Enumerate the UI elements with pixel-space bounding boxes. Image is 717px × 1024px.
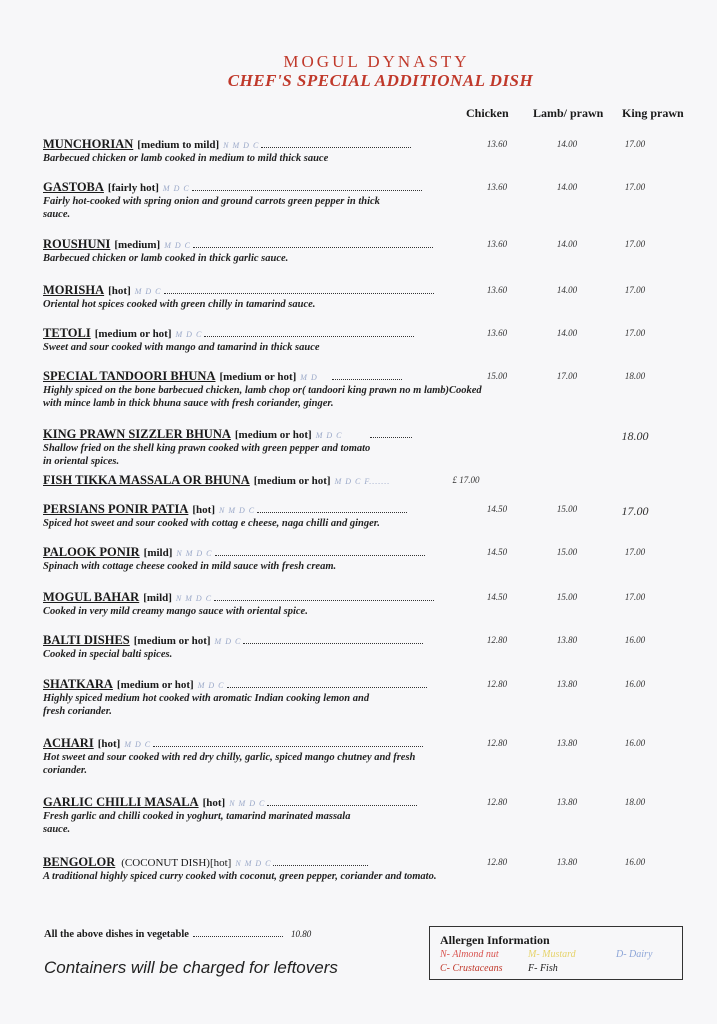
price-chicken: 12.80 (486, 857, 508, 867)
dish-item (43, 855, 683, 883)
dish-item (43, 590, 683, 618)
dish-item (43, 545, 683, 573)
price-chicken: 14.50 (486, 592, 508, 602)
price-fish-dish: £ 17.00 (452, 475, 480, 485)
dish-heat: (COCONUT DISH)[hot] (121, 857, 232, 869)
dish-name: SHATKARA (43, 677, 113, 691)
dish-leader-dots (267, 804, 417, 806)
dish-heat: [medium or hot] (253, 475, 331, 487)
price-chicken: 13.60 (486, 139, 508, 149)
vegetable-price: 10.80 (290, 929, 312, 939)
price-chicken: 14.50 (486, 547, 508, 557)
dish-leader-dots (257, 511, 407, 513)
dish-description: Fresh garlic and chilli cooked in yoghurt, tamarind marinated massala sauce. (43, 811, 351, 835)
price-chicken: 12.80 (486, 738, 508, 748)
dish-item (43, 736, 683, 777)
dish-description: Barbecued chicken or lamb cooked in thick garlic sauce. (43, 253, 289, 264)
dish-heat: [medium or hot] (116, 679, 194, 691)
dish-description: Sweet and sour cooked with mango and tamarind in thick sauce (43, 342, 320, 353)
dish-heat: [medium or hot] (234, 429, 312, 441)
dish-name: GASTOBA (43, 180, 104, 194)
dish-item (43, 633, 683, 661)
dish-leader-dots (164, 292, 434, 294)
column-header-lamb-prawn: Lamb/ prawn (533, 106, 604, 120)
dish-allergens: M D C F....... (334, 477, 391, 486)
column-header-king-prawn: King prawn (622, 106, 684, 120)
price-lamb-prawn: 15.00 (556, 547, 578, 557)
dish-name: MORISHA (43, 283, 105, 297)
price-lamb-prawn: 13.80 (556, 857, 578, 867)
allergen-info-box (429, 926, 683, 980)
dish-leader-dots (261, 146, 411, 148)
dish-leader-dots (193, 246, 433, 248)
price-chicken: 12.80 (486, 797, 508, 807)
dish-description: Highly spiced medium hot cooked with aromatic Indian cooking lemon and fresh coriander. (43, 693, 370, 717)
dish-allergens: N M D C (235, 859, 272, 868)
dish-leader-dots (227, 686, 427, 688)
dish-item (43, 427, 683, 468)
restaurant-name: MOGUL DYNASTY (283, 52, 470, 71)
allergen-mustard: M- Mustard (528, 949, 576, 960)
dish-heat: [fairly hot] (107, 182, 159, 194)
dish-heat: [hot] (108, 285, 131, 297)
price-king-prawn: 17.00 (624, 285, 646, 295)
dish-name: TETOLI (43, 326, 91, 340)
dish-heat: [hot] (192, 504, 215, 516)
dish-allergens: M D C (124, 740, 152, 749)
price-king-prawn: 16.00 (624, 857, 646, 867)
price-chicken: 12.80 (486, 679, 508, 689)
dish-name: ROUSHUNI (43, 237, 111, 251)
dish-item (43, 502, 683, 530)
dish-name: MOGUL BAHAR (43, 590, 140, 604)
price-king-prawn: 17.00 (621, 504, 649, 518)
containers-note: Containers will be charged for leftovers (44, 958, 338, 977)
price-king-prawn: 18.00 (624, 371, 646, 381)
dish-heat: [hot] (202, 797, 226, 809)
dish-leader-dots (370, 436, 412, 438)
dish-item (43, 326, 683, 354)
dish-leader-dots (215, 554, 425, 556)
price-king-prawn: 17.00 (624, 239, 646, 249)
dish-item (43, 473, 683, 488)
dish-leader-dots (332, 378, 402, 380)
price-lamb-prawn: 14.00 (556, 328, 578, 338)
dish-allergens: M D C (315, 431, 343, 440)
dish-item (43, 677, 683, 718)
dish-description: Spinach with cottage cheese cooked in mild sauce with fresh cream. (43, 561, 337, 572)
dish-name: PERSIANS PONIR PATIA (43, 502, 189, 516)
price-lamb-prawn: 17.00 (556, 371, 578, 381)
dish-name: MUNCHORIAN (43, 137, 134, 151)
dish-description: A traditional highly spiced curry cooked with coconut, green pepper, coriander and tomato. (43, 871, 437, 882)
price-chicken: 12.80 (486, 635, 508, 645)
dish-item (43, 237, 683, 265)
vegetable-leader-dots (193, 936, 283, 937)
dish-leader-dots (192, 189, 422, 191)
price-lamb-prawn: 15.00 (556, 592, 578, 602)
price-chicken: 13.60 (486, 239, 508, 249)
dish-description: Cooked in special balti spices. (43, 649, 173, 660)
price-lamb-prawn: 13.80 (556, 679, 578, 689)
dish-allergens: N M D C (176, 549, 213, 558)
price-chicken: 15.00 (486, 371, 508, 381)
price-king-prawn: 18.00 (624, 797, 646, 807)
dish-allergens: M D C (164, 241, 191, 250)
dish-item (43, 137, 683, 165)
dish-heat: [mild] (143, 592, 172, 604)
price-king-prawn: 16.00 (624, 635, 646, 645)
dish-name: PALOOK PONIR (43, 545, 140, 559)
price-lamb-prawn: 14.00 (556, 139, 578, 149)
price-lamb-prawn: 15.00 (556, 504, 578, 514)
dish-heat: [mild] (143, 547, 173, 559)
price-king-prawn: 16.00 (624, 679, 646, 689)
dish-item (43, 283, 683, 311)
price-lamb-prawn: 13.80 (556, 738, 578, 748)
dish-description: Shallow fried on the shell king prawn cooked with green pepper and tomato in oriental spices. (43, 443, 371, 467)
dish-leader-dots (204, 335, 414, 337)
price-chicken: 13.60 (486, 182, 508, 192)
allergen-crustaceans: C- Crustaceans (440, 963, 503, 974)
price-king-prawn: 17.00 (624, 139, 646, 149)
dish-name: GARLIC CHILLI MASALA (43, 795, 199, 809)
dish-description: Cooked in very mild creamy mango sauce with oriental spice. (43, 606, 308, 617)
dish-heat: [medium] (114, 239, 161, 251)
price-lamb-prawn: 13.80 (556, 797, 578, 807)
vegetable-label: All the above dishes in vegetable (44, 929, 189, 940)
dish-heat: [medium or hot] (94, 328, 172, 340)
dish-allergens: M D C (214, 637, 242, 646)
dish-name: KING PRAWN SIZZLER BHUNA (43, 427, 231, 441)
menu-subtitle: CHEF'S SPECIAL ADDITIONAL DISH (227, 71, 534, 90)
price-lamb-prawn: 13.80 (556, 635, 578, 645)
dish-item (43, 369, 683, 410)
dish-description: Hot sweet and sour cooked with red dry chilly, garlic, spiced mango chutney and fresh coriander. (43, 752, 416, 776)
dish-heat: [medium or hot] (219, 371, 297, 383)
dish-allergens: N M D C (223, 141, 260, 150)
dish-leader-dots (153, 745, 423, 747)
dish-allergens: N M D C (219, 506, 256, 515)
dish-item (43, 180, 683, 221)
price-lamb-prawn: 14.00 (556, 182, 578, 192)
dish-description: Highly spiced on the bone barbecued chicken, lamb chop or( tandoori king prawn no m lamb)Cooked with mince lamb in thick bhuna sauce with fresh coriander, ginger. (43, 385, 482, 409)
dish-heat: [medium or hot] (133, 635, 211, 647)
dish-heat: [medium to mild] (137, 139, 220, 151)
dish-name: BALTI DISHES (43, 633, 130, 647)
dish-name: SPECIAL TANDOORI BHUNA (43, 369, 216, 383)
dish-leader-dots (214, 599, 434, 601)
dish-name: FISH TIKKA MASSALA OR BHUNA (43, 473, 250, 487)
price-king-prawn: 17.00 (624, 182, 646, 192)
column-header-chicken: Chicken (466, 106, 509, 120)
dish-allergens: M D C (162, 184, 190, 193)
price-chicken: 14.50 (486, 504, 508, 514)
dish-description: Barbecued chicken or lamb cooked in medium to mild thick sauce (43, 153, 329, 164)
dish-description: Spiced hot sweet and sour cooked with cottag e cheese, naga chilli and ginger. (43, 518, 380, 529)
price-chicken: 13.60 (486, 328, 508, 338)
dish-heat: [hot] (97, 738, 121, 750)
allergen-fish: F- Fish (528, 963, 558, 974)
dish-allergens: M D C (175, 330, 203, 339)
dish-leader-dots (273, 864, 368, 866)
dish-leader-dots (243, 642, 423, 644)
price-king-prawn: 17.00 (624, 547, 646, 557)
price-king-prawn: 16.00 (624, 738, 646, 748)
dish-description: Fairly hot-cooked with spring onion and ground carrots green pepper in thick sauce. (43, 196, 380, 220)
price-king-prawn: 18.00 (621, 429, 649, 443)
price-king-prawn: 17.00 (624, 592, 646, 602)
dish-allergens: N M D C (229, 799, 266, 808)
vegetable-option (44, 929, 311, 940)
allergen-almond: N- Almond nut (440, 949, 499, 960)
price-king-prawn: 17.00 (624, 328, 646, 338)
dish-description: Oriental hot spices cooked with green chilly in tamarind sauce. (43, 299, 316, 310)
dish-name: ACHARI (43, 736, 94, 750)
price-lamb-prawn: 14.00 (556, 285, 578, 295)
dish-allergens: M D (300, 373, 318, 382)
dish-allergens: M D C (134, 287, 162, 296)
dish-item (43, 795, 683, 836)
dish-allergens: M D C (197, 681, 225, 690)
price-chicken: 13.60 (486, 285, 508, 295)
price-lamb-prawn: 14.00 (556, 239, 578, 249)
dish-name: BENGOLOR (43, 855, 116, 869)
allergen-dairy: D- Dairy (616, 949, 653, 960)
dish-allergens: N M D C (175, 594, 213, 603)
allergen-title: Allergen Information (440, 933, 550, 947)
